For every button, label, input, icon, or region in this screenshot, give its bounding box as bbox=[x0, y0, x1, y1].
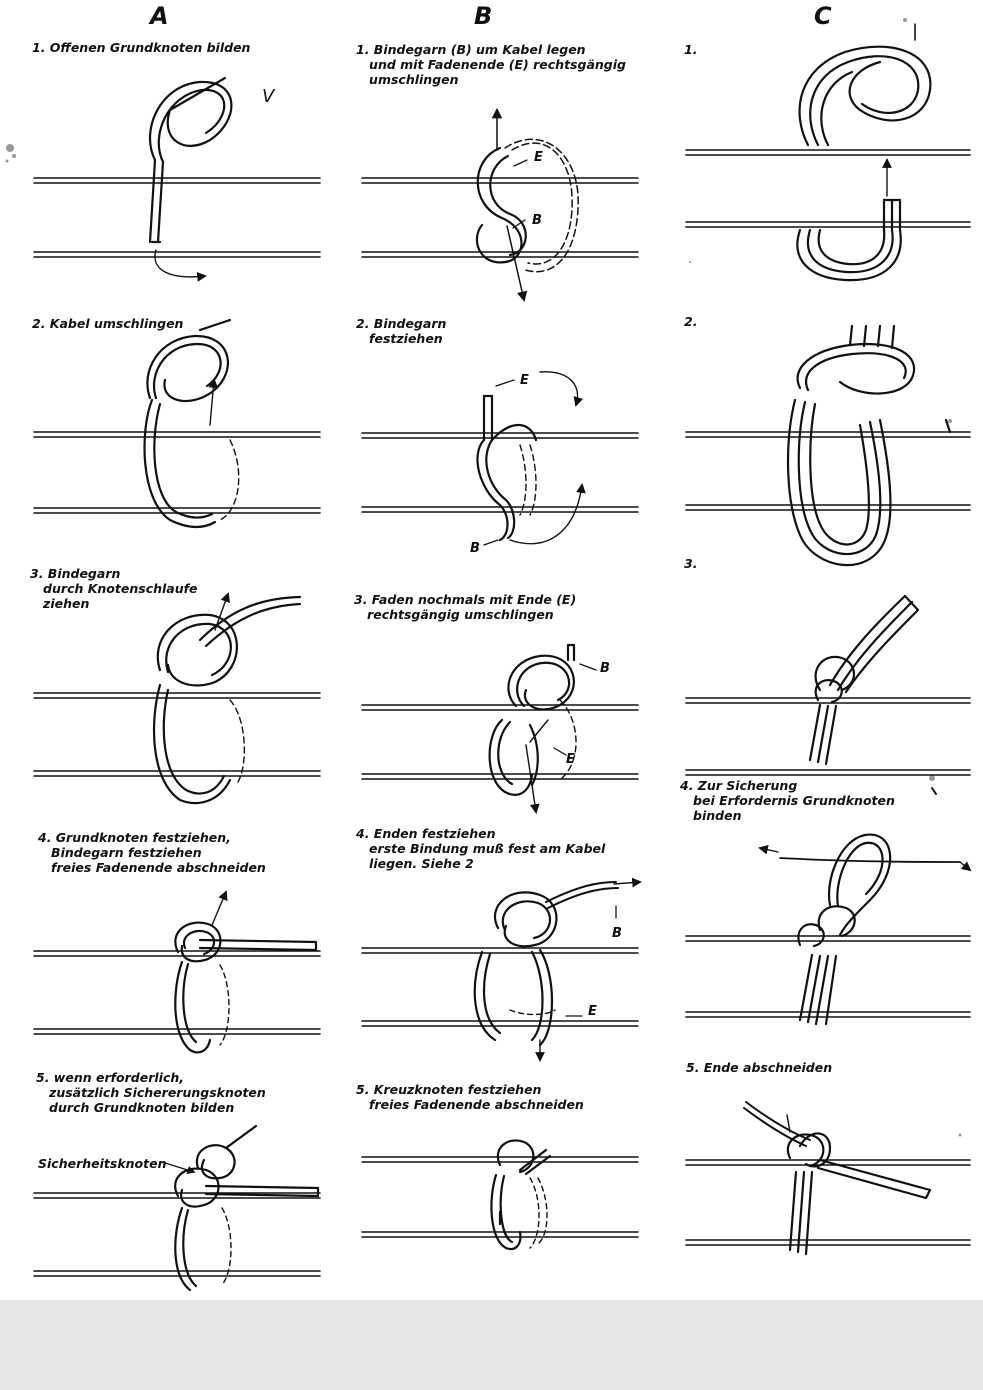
b1-label-e: E bbox=[534, 150, 543, 165]
step-b4-caption: 4. Enden festziehen erste Bindung muß fest am Kabel liegen. Siehe 2 bbox=[356, 826, 606, 871]
knot-b1 bbox=[477, 110, 578, 300]
step-b2-caption: 2. Bindegarn festziehen bbox=[356, 316, 447, 346]
knot-b2 bbox=[477, 372, 582, 545]
column-letter-a: A bbox=[150, 2, 169, 30]
b3-label-b: B bbox=[600, 661, 610, 676]
knot-b3 bbox=[490, 645, 596, 812]
step-a2-caption: 2. Kabel umschlingen bbox=[32, 316, 184, 331]
knot-a2 bbox=[145, 320, 239, 527]
step-a1-caption: 1. Offenen Grundknoten bilden bbox=[32, 40, 251, 55]
step-c3-caption: 3. bbox=[684, 556, 698, 571]
b2-label-e: E bbox=[520, 373, 529, 388]
step-a4-caption: 4. Grundknoten festziehen, Bindegarn festziehen freies Fadenende abschneiden bbox=[38, 830, 266, 875]
b2-label-b: B bbox=[470, 541, 480, 556]
step-b5-caption: 5. Kreuzknoten festziehen freies Fadenende abschneiden bbox=[356, 1082, 584, 1112]
step-c1-caption: 1. bbox=[684, 42, 698, 57]
margin-mark: V bbox=[262, 86, 275, 107]
column-letter-c: C bbox=[814, 2, 832, 30]
bottom-band bbox=[0, 1300, 983, 1390]
b3-label-e: E bbox=[566, 752, 575, 767]
column-letter-b: B bbox=[474, 2, 493, 30]
b1-label-b: B bbox=[532, 213, 542, 228]
step-a5-caption: 5. wenn erforderlich, zusätzlich Sichererungsknoten durch Grundknoten bilden bbox=[36, 1070, 266, 1115]
step-b3-caption: 3. Faden nochmals mit Ende (E) rechtsgängig umschlingen bbox=[354, 592, 577, 622]
b4-label-b: B bbox=[612, 926, 622, 941]
knot-b4 bbox=[475, 882, 640, 1060]
knot-c2 bbox=[788, 326, 950, 565]
step-a3-caption: 3. Bindegarn durch Knotenschlaufe ziehen bbox=[30, 566, 198, 611]
knot-c5 bbox=[744, 1102, 930, 1254]
knot-a5 bbox=[162, 1126, 318, 1290]
step-b1-caption: 1. Bindegarn (B) um Kabel legen und mit Fadenende (E) rechtsgängig umschlingen bbox=[356, 42, 626, 87]
knot-c1 bbox=[797, 24, 930, 280]
step-c2-caption: 2. bbox=[684, 314, 698, 329]
cable-lines bbox=[34, 150, 970, 1276]
knot-c3 bbox=[810, 596, 918, 764]
step-c5-caption: 5. Ende abschneiden bbox=[686, 1060, 833, 1075]
step-c4-caption: 4. Zur Sicherung bei Erfordernis Grundknoten binden bbox=[680, 778, 895, 823]
security-knot-label: Sicherheitsknoten bbox=[38, 1156, 167, 1171]
b4-label-e: E bbox=[588, 1004, 597, 1019]
knot-c4 bbox=[760, 788, 970, 1024]
